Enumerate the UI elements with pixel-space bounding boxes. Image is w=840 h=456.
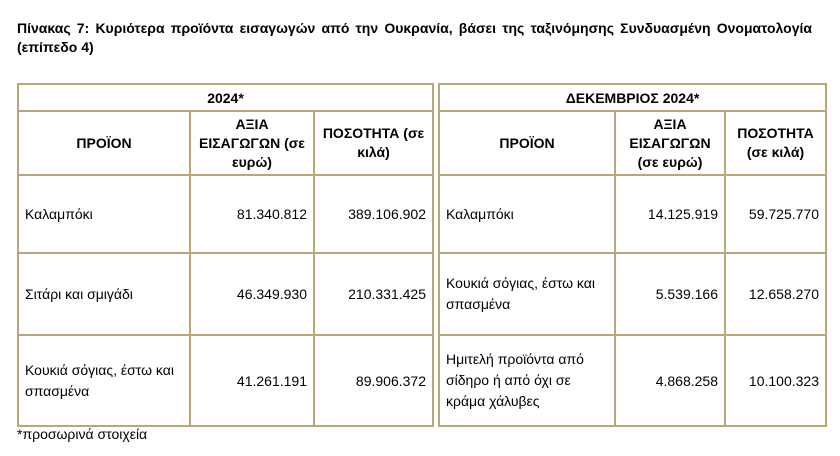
quantity-cell: 210.331.425 <box>314 253 433 335</box>
value-cell: 81.340.812 <box>190 175 314 253</box>
product-cell: Ημιτελή προϊόντα από σίδηρο ή από όχι σε κράμα χάλυβες <box>439 335 615 426</box>
product-cell: Κουκιά σόγιας, έστω και σπασμένα <box>439 253 615 335</box>
product-cell: Σιτάρι και σμιγάδι <box>18 253 190 335</box>
quantity-cell: 59.725.770 <box>725 175 826 253</box>
column-header-quantity: ΠΟΣΟΤΗΤΑ (σε κιλά) <box>314 111 433 175</box>
period-header-december-2024: ΔΕΚΕΜΒΡΙΟΣ 2024* <box>439 84 826 111</box>
column-header-value: ΑΞΙΑ ΕΙΣΑΓΩΓΩΝ (σε ευρώ) <box>615 111 725 175</box>
footnote: *προσωρινά στοιχεία <box>17 426 148 442</box>
value-cell: 4.868.258 <box>615 335 725 426</box>
column-header-quantity: ΠΟΣΟΤΗΤΑ (σε κιλά) <box>725 111 826 175</box>
imports-table <box>17 83 827 427</box>
quantity-cell: 89.906.372 <box>314 335 433 426</box>
column-header-product: ΠΡΟΪΟΝ <box>18 111 190 175</box>
quantity-cell: 10.100.323 <box>725 335 826 426</box>
product-cell: Καλαμπόκι <box>18 175 190 253</box>
table-caption: Πίνακας 7: Κυριότερα προϊόντα εισαγωγών από την Ουκρανία, βάσει της ταξινόμησης Συνδυασμένη Ονοματολογία (επίπεδο 4) <box>17 20 812 55</box>
table-row <box>18 253 826 335</box>
column-header-product: ΠΡΟΪΟΝ <box>439 111 615 175</box>
table-row <box>18 175 826 253</box>
column-header-value: ΑΞΙΑ ΕΙΣΑΓΩΓΩΝ (σε ευρώ) <box>190 111 314 175</box>
value-cell: 14.125.919 <box>615 175 725 253</box>
product-cell: Καλαμπόκι <box>439 175 615 253</box>
product-cell: Κουκιά σόγιας, έστω και σπασμένα <box>18 335 190 426</box>
quantity-cell: 12.658.270 <box>725 253 826 335</box>
value-cell: 5.539.166 <box>615 253 725 335</box>
value-cell: 41.261.191 <box>190 335 314 426</box>
value-cell: 46.349.930 <box>190 253 314 335</box>
quantity-cell: 389.106.902 <box>314 175 433 253</box>
table-row <box>18 335 826 426</box>
period-header-2024: 2024* <box>18 84 433 111</box>
